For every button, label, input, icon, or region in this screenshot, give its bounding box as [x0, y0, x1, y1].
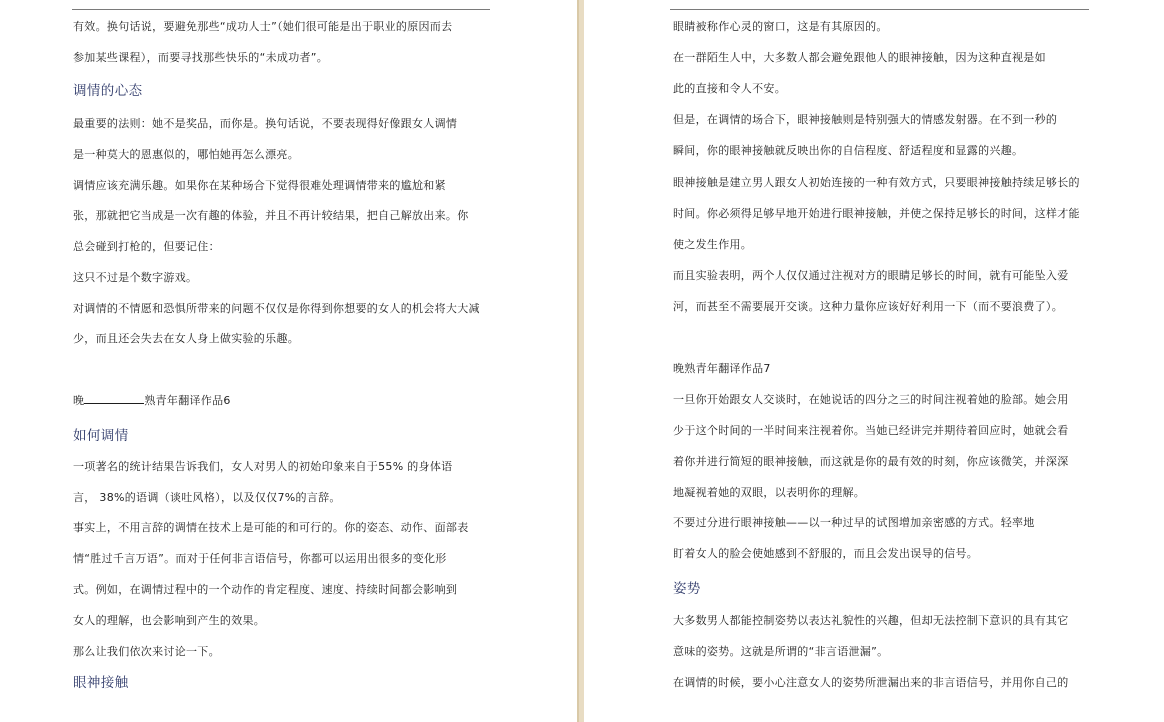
paragraph-line: 参加某些课程），而要寻找那些快乐的“未成功者”。: [73, 51, 329, 64]
page-gutter: [577, 0, 584, 722]
paragraph-line: 眼神接触是建立男人跟女人初始连接的一种有效方式，只要眼神接触持续足够长的: [673, 176, 1080, 189]
paragraph-line: 河，而甚至不需要展开交谈。这种力量你应该好好利用一下（而不要浪费了）。: [673, 300, 1063, 313]
paragraph-line: 使之发生作用。: [673, 238, 753, 251]
paragraph-line: 这只不过是个数字游戏。: [73, 271, 198, 284]
paragraph-line: 张，那就把它当成是一次有趣的体验，并且不再计较结果，把自己解放出来。你: [73, 209, 469, 222]
gutter-shade: [577, 0, 579, 722]
paragraph-line: 调情应该充满乐趣。如果你在某种场合下觉得很难处理调情带来的尴尬和紧: [73, 179, 446, 192]
paragraph-line: 有效。换句话说，要避免那些“成功人士”（她们很可能是出于职业的原因而去: [73, 20, 453, 33]
paragraph-line: 最重要的法则：她不是奖品，而你是。换句话说，不要表现得好像跟女人调情: [73, 117, 458, 130]
paragraph-line: 意味的姿势。这就是所谓的“非言语泄漏”。: [673, 645, 889, 658]
paragraph-line: 少，而且还会失去在女人身上做实验的乐趣。: [73, 332, 299, 345]
translator-credit: [73, 394, 231, 408]
translator-credit: 晚熟青年翻译作品7: [673, 362, 771, 375]
paragraph-line: 不要过分进行眼神接触——以一种过早的试图增加亲密感的方式。轻率地: [673, 516, 1035, 529]
translator-suffix: 熟青年翻译作品6: [144, 394, 231, 407]
paragraph-line: 在调情的时候，要小心注意女人的姿势所泄漏出来的非言语信号，并用你自己的: [673, 676, 1069, 689]
paragraph-line: 那么让我们依次来讨论一下。: [73, 645, 220, 658]
paragraph-line: 着你并进行简短的眼神接触，而这就是你的最有效的时刻，你应该微笑，并深深: [673, 455, 1069, 468]
paragraph-line: 时间。你必须得足够早地开始进行眼神接触，并使之保持足够长的时间，这样才能: [673, 207, 1080, 220]
paragraph-line: 事实上，不用言辞的调情在技术上是可能的和可行的。你的姿态、动作、面部表: [73, 521, 469, 534]
paragraph-line: 式。例如，在调情过程中的一个动作的肯定程度、速度、持续时间都会影响到: [73, 583, 458, 596]
paragraph-line: 总会碰到打枪的，但要记住：: [73, 240, 220, 253]
section-heading-posture: 姿势: [673, 581, 701, 597]
blank-underline: [84, 394, 144, 404]
paragraph-line: 对调情的不情愿和恐惧所带来的问题不仅仅是你得到你想要的女人的机会将大大减: [73, 302, 480, 315]
section-heading-eye-contact: 眼神接触: [73, 675, 129, 691]
paragraph-line: 女人的理解，也会影响到产生的效果。: [73, 614, 266, 627]
section-heading-how-to-flirt: 如何调情: [73, 428, 129, 444]
section-heading-mindset: 调情的心态: [73, 83, 143, 99]
paragraph-line: 言， 38%的语调（谈吐风格），以及仅仅7%的言辞。: [73, 491, 341, 504]
paragraph-line: 在一群陌生人中，大多数人都会避免跟他人的眼神接触，因为这种直视是如: [673, 51, 1046, 64]
translator-prefix: 晚: [73, 394, 85, 407]
header-rule: [72, 9, 490, 10]
header-rule: [670, 9, 1089, 10]
paragraph-line: 眼睛被称作心灵的窗口，这是有其原因的。: [673, 20, 888, 33]
left-page: [0, 0, 577, 722]
paragraph-line: 一旦你开始跟女人交谈时，在她说话的四分之三的时间注视着她的脸部。她会用: [673, 393, 1069, 406]
paragraph-line: 少于这个时间的一半时间来注视着你。当她已经讲完并期待着回应时，她就会看: [673, 424, 1069, 437]
paragraph-line: 大多数男人都能控制姿势以表达礼貌性的兴趣，但却无法控制下意识的具有其它: [673, 614, 1069, 627]
paragraph-line: 瞬间，你的眼神接触就反映出你的自信程度、舒适程度和显露的兴趣。: [673, 144, 1024, 157]
paragraph-line: 但是，在调情的场合下，眼神接触则是特别强大的情感发射器。在不到一秒的: [673, 113, 1058, 126]
paragraph-line: 情“胜过千言万语”。而对于任何非言语信号，你都可以运用出很多的变化形: [73, 552, 447, 565]
paragraph-line: 盯着女人的脸会使她感到不舒服的，而且会发出误导的信号。: [673, 547, 979, 560]
paragraph-line: 此的直接和令人不安。: [673, 82, 786, 95]
paragraph-line: 地凝视着她的双眼，以表明你的理解。: [673, 486, 866, 499]
right-page: [584, 0, 1164, 722]
paragraph-line: 一项著名的统计结果告诉我们，女人对男人的初始印象来自于55% 的身体语: [73, 460, 453, 473]
paragraph-line: 而且实验表明，两个人仅仅通过注视对方的眼睛足够长的时间，就有可能坠入爱: [673, 269, 1069, 282]
paragraph-line: 是一种莫大的恩惠似的，哪怕她再怎么漂亮。: [73, 148, 299, 161]
